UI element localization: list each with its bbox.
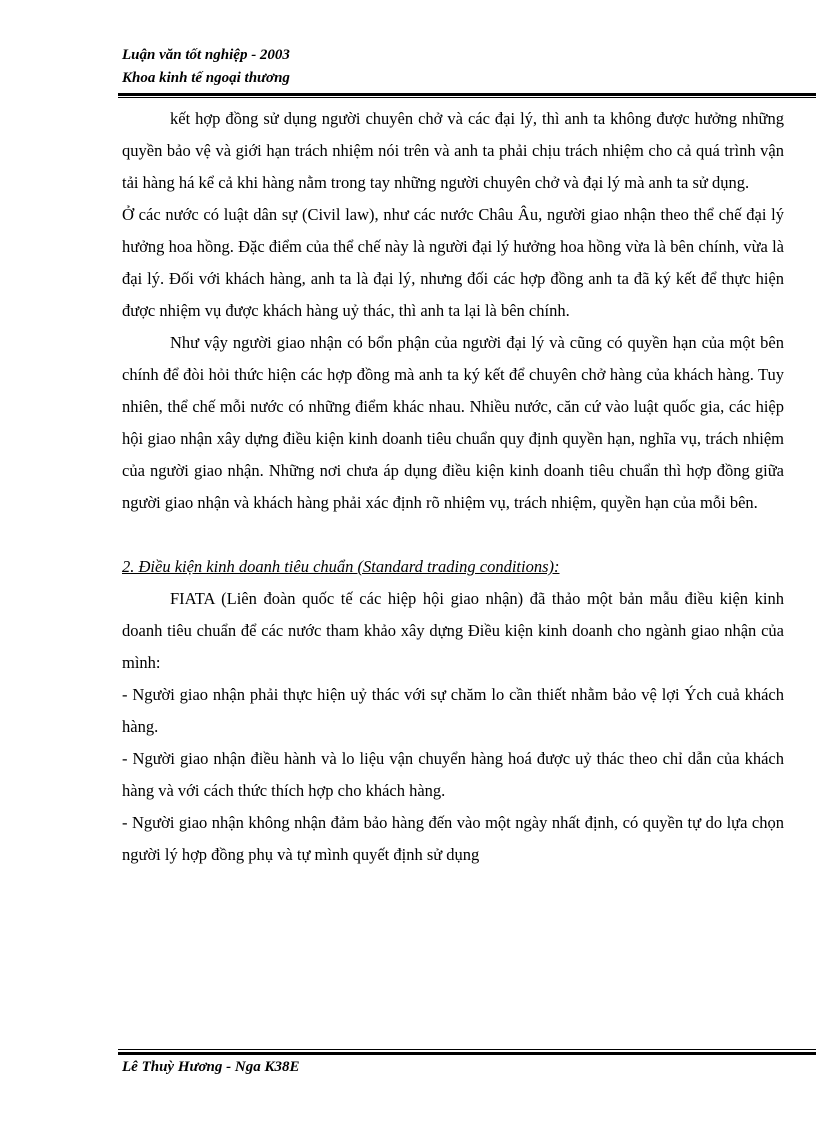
page-header <box>122 44 802 90</box>
section-spacer <box>122 519 784 551</box>
paragraph-4: FIATA (Liên đoàn quốc tế các hiệp hội giao nhận) đã thảo một bản mẫu điều kiện kinh doanh tiêu chuẩn để các nước tham khảo xây dựng Điều kiện kinh doanh cho ngành giao nhận của mình: <box>122 589 784 672</box>
document-body <box>122 103 784 871</box>
paragraph-3: Như vậy người giao nhận có bổn phận của người đại lý và cũng có quyền hạn của một bên chính để đòi hỏi thức hiện các hợp đồng mà anh ta ký kết để chuyên chở hàng của khách hàng. Tuy nhiên, thể chế mỗi nước có những điểm khác nhau. Nhiều nước, căn cứ vào luật quốc gia, các hiệp hội giao nhận xây dựng điều kiện kinh doanh tiêu chuẩn quy định quyền hạn, nghĩa vụ, trách nhiệm của người giao nhận. Những nơi chưa áp dụng điều kiện kinh doanh tiêu chuẩn thì hợp đồng giữa người giao nhận và khách hàng phải xác định rõ nhiệm vụ, trách nhiệm, quyền hạn của mỗi bên. <box>122 333 784 512</box>
paragraph-1: kết hợp đồng sử dụng người chuyên chở và các đại lý, thì anh ta không được hưởng những quyền bảo vệ và giới hạn trách nhiệm nói trên và anh ta phải chịu trách nhiệm cho cả quá trình vận tải hàng há kể cả khi hàng nằm trong tay những người chuyên chở và đại lý mà anh ta sử dụng. <box>122 109 784 192</box>
header-thesis-title: Luận văn tốt nghiệp - 2003 <box>122 47 290 63</box>
paragraph-2: Ở các nước có luật dân sự (Civil law), như các nước Châu Âu, người giao nhận theo thể chế đại lý hưởng hoa hồng. Đặc điểm của thể chế này là người đại lý hưởng hoa hồng vừa là bên chính, vừa là đại lý. Đối với khách hàng, anh ta là đại lý, nhưng đối các hợp đồng anh ta đã ký kết để thực hiện được nhiệm vụ được khách hàng uỷ thác, thì anh ta lại là bên chính. <box>122 205 784 320</box>
bullet-3: - Người giao nhận không nhận đảm bảo hàng đến vào một ngày nhất định, có quyền tự do lựa chọn người lý hợp đồng phụ và tự mình quyết định sử dụng <box>122 813 784 864</box>
footer-divider-thin <box>118 1049 816 1050</box>
header-divider-thin <box>118 97 816 98</box>
bullet-1: - Người giao nhận phải thực hiện uỷ thác với sự chăm lo cần thiết nhằm bảo vệ lợi Ých cuả khách hàng. <box>122 685 784 736</box>
footer-divider-thick <box>118 1052 816 1055</box>
section-heading: 2. Điều kiện kinh doanh tiêu chuẩn (Standard trading conditions): <box>122 557 560 576</box>
header-divider-thick <box>118 93 816 96</box>
header-faculty: Khoa kinh tế ngoại thương <box>122 70 290 86</box>
footer-author: Lê Thuỳ Hương - Nga K38E <box>122 1059 300 1075</box>
bullet-2: - Người giao nhận điều hành và lo liệu vận chuyển hàng hoá được uỷ thác theo chỉ dẫn của khách hàng và với cách thức thích hợp cho khách hàng. <box>122 749 784 800</box>
